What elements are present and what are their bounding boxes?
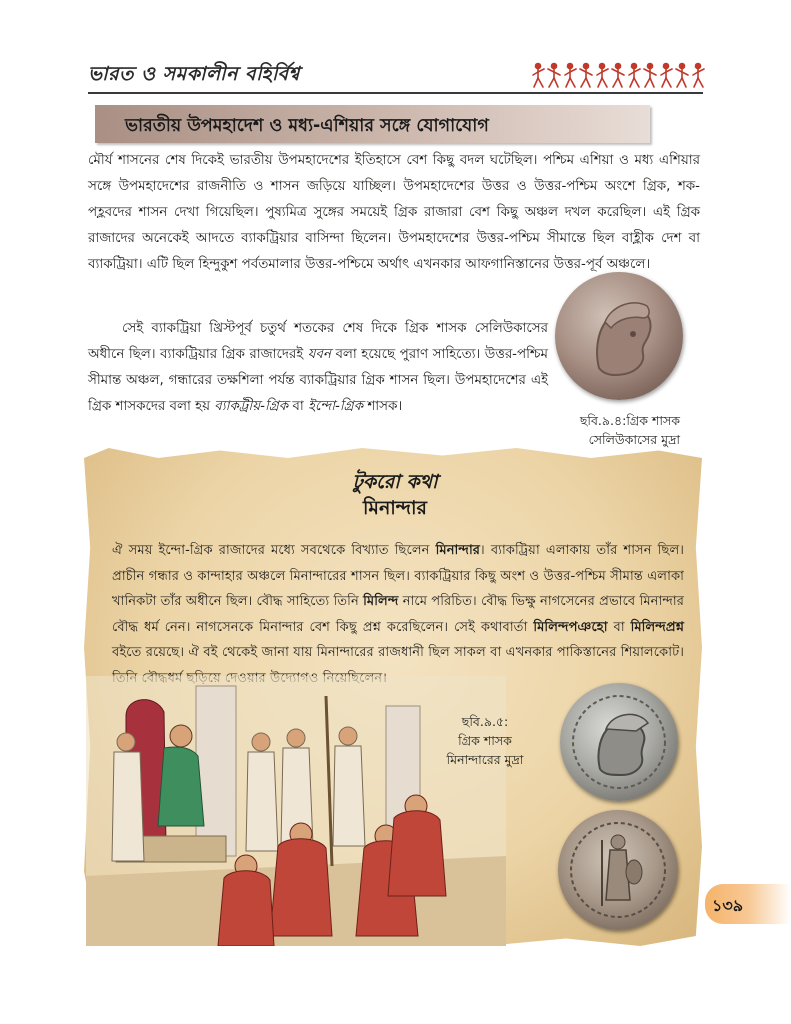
info-box-subheading: মিনান্দার	[362, 497, 428, 519]
figure-9-4-caption	[540, 411, 680, 449]
paragraph-intro: মৌর্য শাসনের শেষ দিকেই ভারতীয় উপমহাদেশের ইতিহাসে বেশ কিছু বদল ঘটেছিল। পশ্চিম এশিয়া ও মধ্য এশিয়ার সঙ্গে উপমহাদেশের রাজনীতি ও শাসন জড়িয়ে যাচ্ছিল। উপমহাদেশের উত্তর ও উত্তর-পশ্চিম অংশে গ্রিক, শক-পহ্লবদের শাসন দেখা গিয়েছিল। পুষ্যমিত্র সুঙ্গের সময়েই গ্রিক রাজারা বেশ কিছু অঞ্চল দখল করেছিল। এই গ্রিক রাজাদের অনেকেই আদতে ব্যাকট্রিয়ার বাসিন্দা ছিলেন। উপমহাদেশের উত্তর-পশ্চিম সীমান্তে ছিল বাহ্লীক দেশ বা ব্যাকট্রিয়া। এটি ছিল হিন্দুকুশ পর্বতমালার উত্তর-পশ্চিমে অর্থাৎ এখনকার আফগানিস্তানের উত্তর-পূর্ব অঞ্চলে।	[88, 153, 700, 272]
term-yavana: যবন	[307, 347, 331, 362]
seleucus-head-relief	[555, 272, 683, 400]
paragraph-bactria-text-2: বলা হয়েছে পুরাণ সাহিত্যে। উত্তর-পশ্চিম সীমান্ত অঞ্চল, গন্ধারের তক্ষশিলা পর্যন্ত ব্যাকট্রিয়ার গ্রিক শাসন ছিল। উপমহাদেশের এই গ্রিক শাসকদের বলা হয়	[88, 347, 548, 414]
term-milindapanho: মিলিন্দপঞহো	[533, 619, 608, 635]
menander-helmeted-head-relief	[560, 683, 678, 801]
term-milindaprashna: মিলিন্দপ্রশ্ন	[630, 619, 684, 635]
header-rule	[88, 92, 703, 94]
info-box-paragraph	[112, 538, 684, 691]
athena-figure-relief	[558, 810, 678, 930]
figure-9-5-caption-line2: গ্রিক শাসক	[458, 733, 512, 748]
box-text-4: বা	[607, 619, 631, 635]
paragraph-bactria	[88, 316, 548, 420]
figure-9-4-caption-line1: ছবি.৯.৪:গ্রিক শাসক	[579, 413, 680, 428]
box-text-2: । ব্যাকট্রিয়া এলাকায় তাঁর শাসন ছিল। প্রাচীন গন্ধার ও কান্দাহার অঞ্চলে মিনান্দারের শাসন ছিল। ব্যাকট্রিয়ার কিছু অংশ ও উত্তর-পশ্চিম সীমান্ত এলাকা খানিকটা তাঁর অধীনে ছিল। বৌদ্ধ সাহিত্যে তিনি	[112, 543, 684, 609]
menander-coin-obverse-image	[560, 683, 678, 801]
paragraph-bactria-text-4: শাসক।	[363, 399, 403, 414]
header-figures-decoration	[528, 62, 708, 90]
figure-9-5-caption-line1: ছবি.৯.৫:	[461, 714, 509, 729]
box-text-3: নামে পরিচিত। বৌদ্ধ ভিক্ষু নাগসেনের প্রভাবে মিনান্দার বৌদ্ধ ধর্ম নেন। নাগসেনকে মিনান্দার বেশ কিছু প্রশ্ন করেছিলেন। সেই কথাবার্তা	[112, 594, 684, 635]
info-box-heading: টুকরো কথা	[352, 471, 438, 493]
section-title: ভারতীয় উপমহাদেশ ও মধ্য-এশিয়ার সঙ্গে যোগাযোগ	[125, 116, 489, 136]
seleucus-coin-image	[555, 272, 683, 400]
box-text-5: বইতে রয়েছে। ঐ বই থেকেই জানা যায় মিনান্দারের রাজধানী ছিল সাকল বা এখনকার পাকিস্তানের শিয়ালকোট।	[112, 645, 684, 660]
book-title: ভারত ও সমকালীন বহির্বিশ্ব	[88, 63, 300, 85]
figure-9-5-caption-line3: মিনান্দারের মুদ্রা	[446, 752, 524, 767]
menander-coin-reverse-image	[558, 810, 678, 930]
box-text-1: ঐ সময় ইন্দো-গ্রিক রাজাদের মধ্যে সবথেকে বিখ্যাত ছিলেন	[112, 543, 436, 558]
term-milinda: মিলিন্দ	[363, 594, 399, 609]
term-menander: মিনান্দার	[435, 543, 481, 558]
figure-9-5-caption	[420, 712, 550, 769]
page-number: ১৩৯	[712, 896, 744, 915]
term-bactrian-greek: ব্যাকট্রীয়-গ্রিক	[214, 399, 289, 414]
term-indo-greek: ইন্দো-গ্রিক	[308, 399, 364, 414]
paragraph-bactria-text-3: বা	[288, 399, 309, 414]
paragraph-bactria-text-1: সেই ব্যাকট্রিয়া খ্রিস্টপূর্ব চতুর্থ শতকের শেষ দিকে গ্রিক শাসক সেলিউকাসের অধীনে ছিল। ব্যাকট্রিয়ার গ্রিক রাজাদেরই	[88, 321, 548, 362]
figure-9-4-caption-line2: সেলিউকাসের মুদ্রা	[588, 432, 680, 447]
